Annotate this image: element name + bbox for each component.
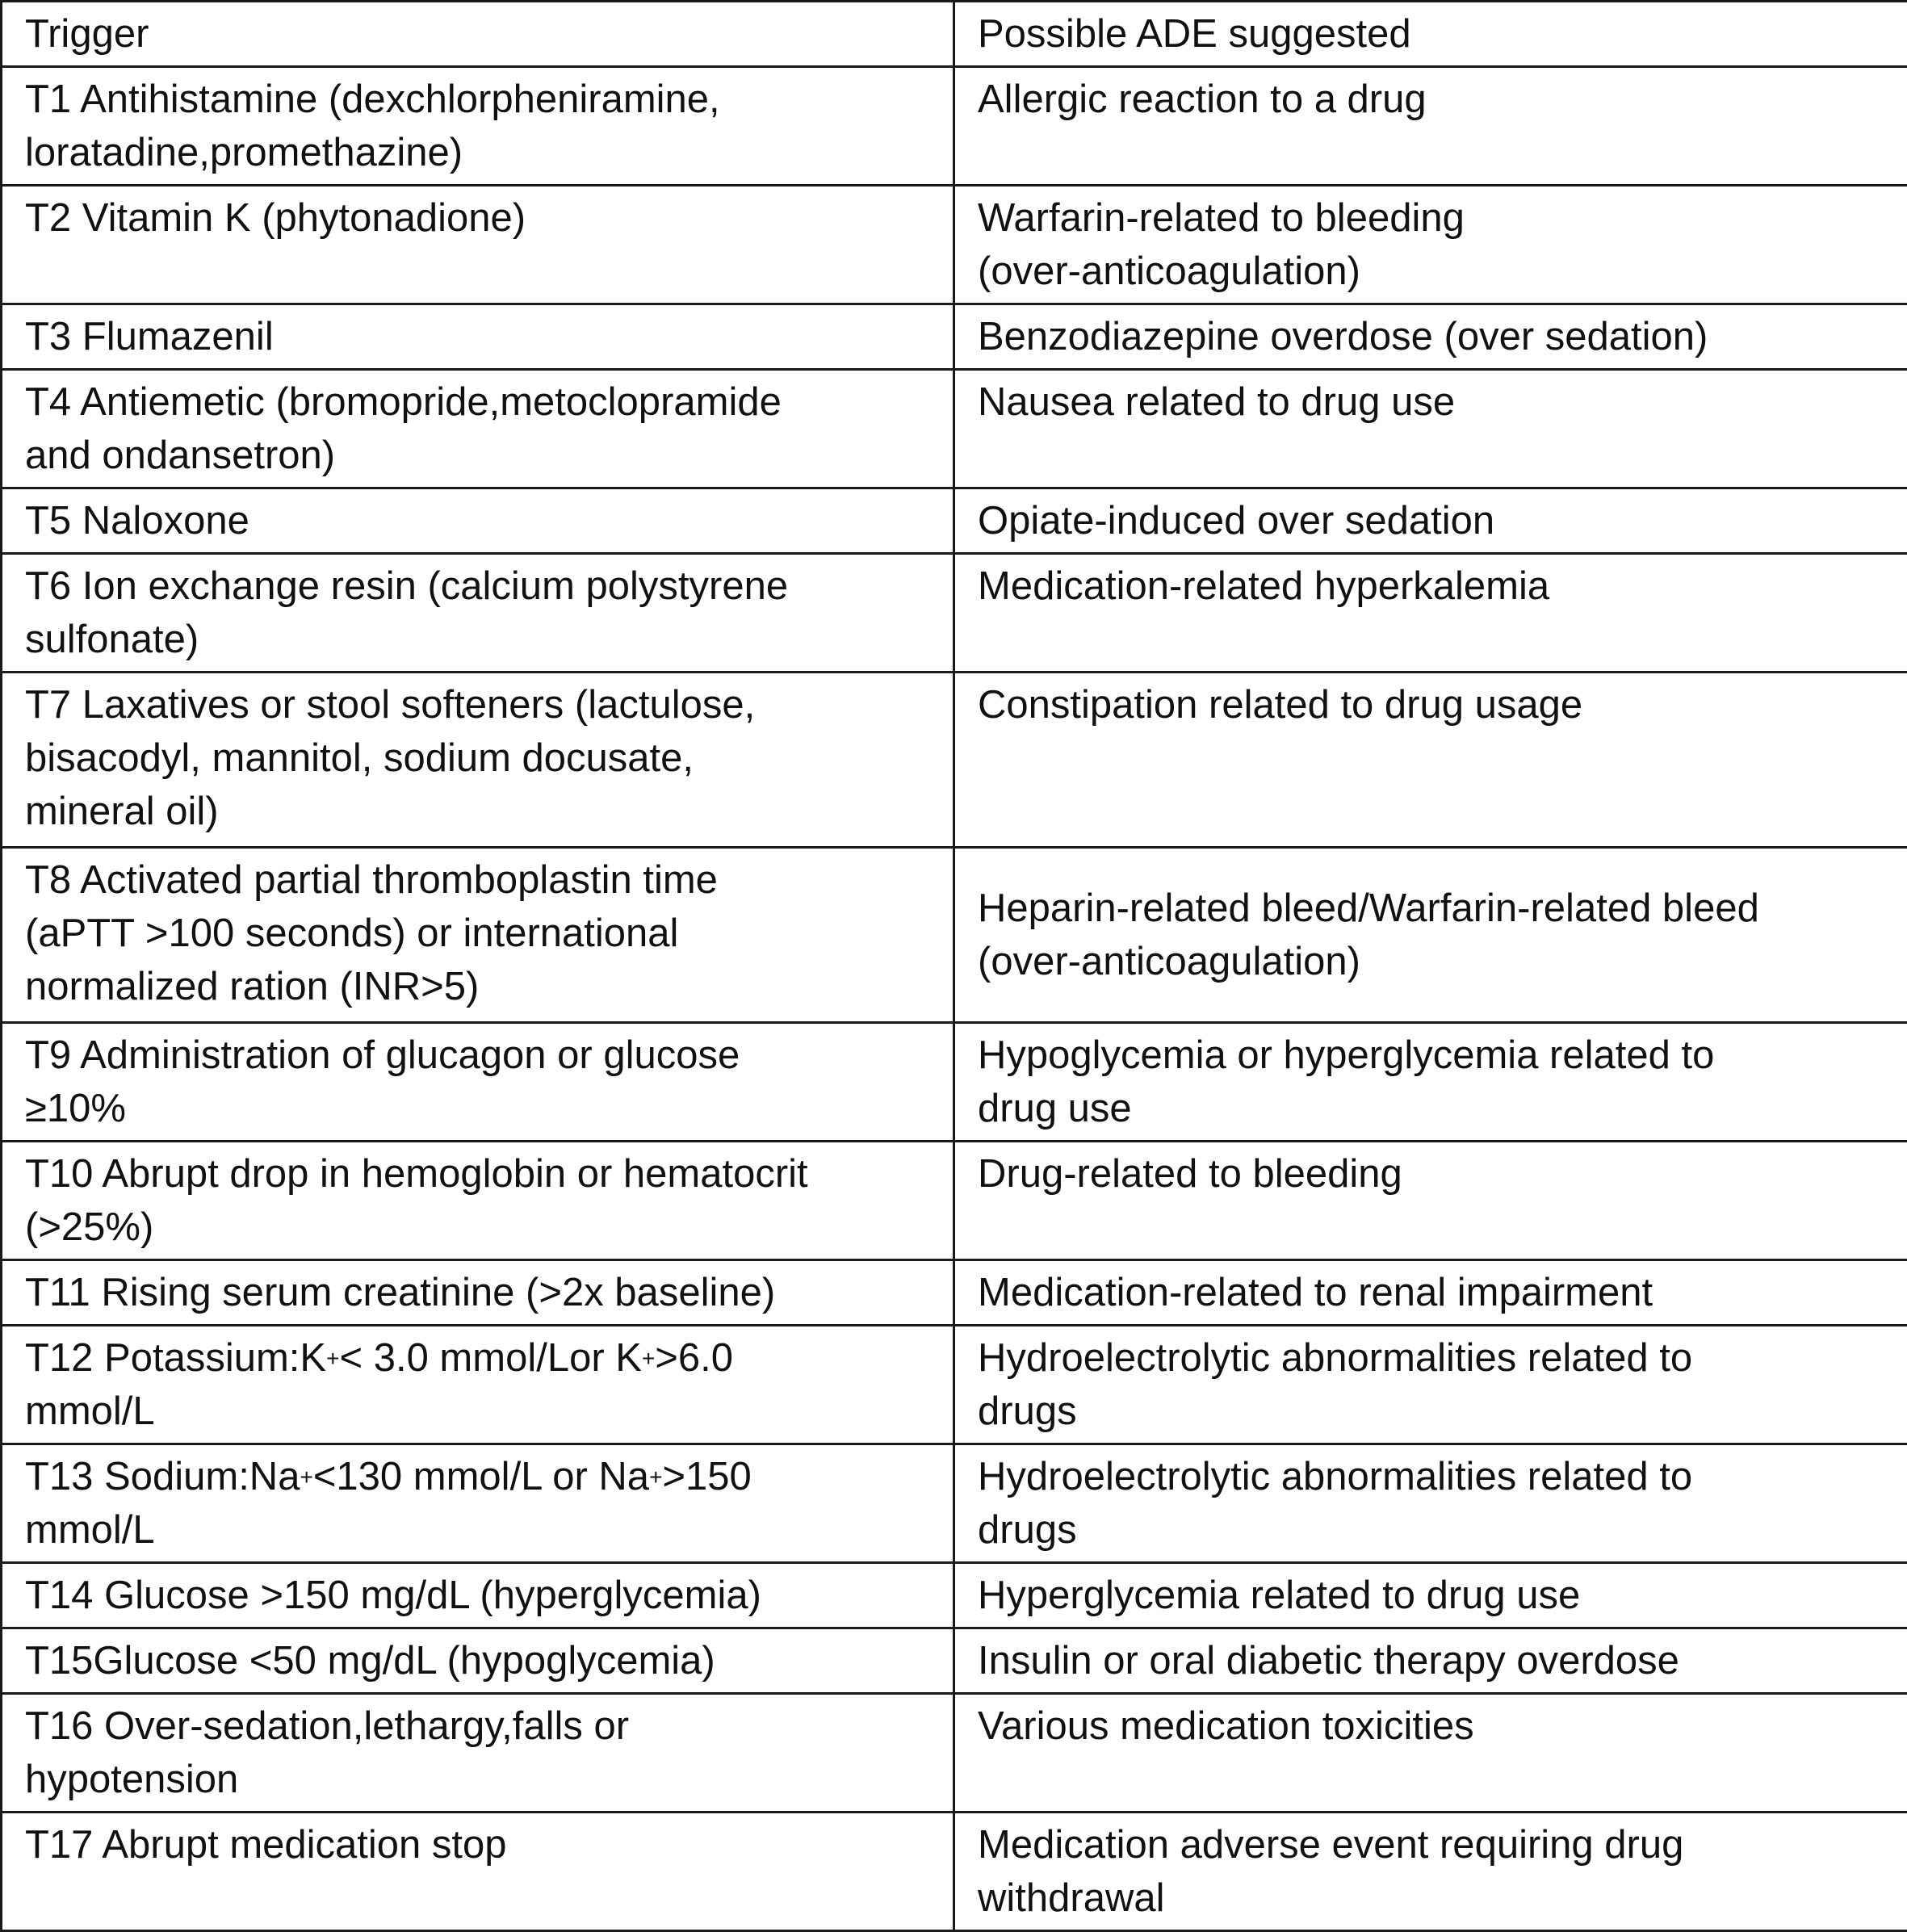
trigger-cell: T4 Antiemetic (bromopride,metoclopramide and ondansetron) <box>2 370 954 488</box>
header-ade: Possible ADE suggested <box>954 2 1907 67</box>
ade-cell: Constipation related to drug usage <box>954 673 1907 848</box>
header-trigger: Trigger <box>2 2 954 67</box>
trigger-cell: T2 Vitamin K (phytonadione) <box>2 186 954 304</box>
table-row <box>2 488 1907 554</box>
ade-cell: Hypoglycemia or hyperglycemia related to drug use <box>954 1023 1907 1142</box>
trigger-cell: T12 Potassium:K+< 3.0 mmol/Lor K+>6.0 mmol/L <box>2 1326 954 1444</box>
trigger-cell: T6 Ion exchange resin (calcium polystyrene sulfonate) <box>2 554 954 673</box>
trigger-cell: T17 Abrupt medication stop <box>2 1813 954 1931</box>
ade-cell: Hydroelectrolytic abnormalities related to drugs <box>954 1444 1907 1563</box>
ade-cell: Medication-related hyperkalemia <box>954 554 1907 673</box>
ade-cell: Allergic reaction to a drug <box>954 67 1907 186</box>
ade-cell: Benzodiazepine overdose (over sedation) <box>954 304 1907 370</box>
trigger-cell: T10 Abrupt drop in hemoglobin or hematocrit (>25%) <box>2 1142 954 1260</box>
ade-cell: Nausea related to drug use <box>954 370 1907 488</box>
table-row <box>2 848 1907 1023</box>
trigger-cell: T5 Naloxone <box>2 488 954 554</box>
trigger-cell: T14 Glucose >150 mg/dL (hyperglycemia) <box>2 1563 954 1628</box>
table-row <box>2 67 1907 186</box>
ade-cell: Insulin or oral diabetic therapy overdose <box>954 1628 1907 1694</box>
table-header-row <box>2 2 1907 67</box>
table-row <box>2 370 1907 488</box>
ade-cell: Opiate-induced over sedation <box>954 488 1907 554</box>
ade-cell: Warfarin-related to bleeding (over-anticoagulation) <box>954 186 1907 304</box>
trigger-cell: T15Glucose <50 mg/dL (hypoglycemia) <box>2 1628 954 1694</box>
ade-cell: Medication adverse event requiring drug withdrawal <box>954 1813 1907 1931</box>
ade-cell: Medication-related to renal impairment <box>954 1260 1907 1326</box>
trigger-cell: T13 Sodium:Na+<130 mmol/L or Na+>150 mmol/L <box>2 1444 954 1563</box>
table-row <box>2 1444 1907 1563</box>
table-row <box>2 1813 1907 1931</box>
table-row <box>2 1023 1907 1142</box>
table-row <box>2 673 1907 848</box>
ade-cell: Hydroelectrolytic abnormalities related to drugs <box>954 1326 1907 1444</box>
table-row <box>2 554 1907 673</box>
trigger-cell: T1 Antihistamine (dexchlorpheniramine, loratadine,promethazine) <box>2 67 954 186</box>
trigger-cell: T9 Administration of glucagon or glucose ≥10% <box>2 1023 954 1142</box>
ade-cell: Drug-related to bleeding <box>954 1142 1907 1260</box>
trigger-cell: T3 Flumazenil <box>2 304 954 370</box>
ade-cell: Various medication toxicities <box>954 1694 1907 1813</box>
table-row <box>2 1260 1907 1326</box>
trigger-cell: T8 Activated partial thromboplastin time (aPTT >100 seconds) or international normalized ration (INR>5) <box>2 848 954 1023</box>
table-row <box>2 1142 1907 1260</box>
table-row <box>2 1326 1907 1444</box>
trigger-cell: T7 Laxatives or stool softeners (lactulose, bisacodyl, mannitol, sodium docusate, mineral oil) <box>2 673 954 848</box>
ade-cell: Heparin-related bleed/Warfarin-related bleed (over-anticoagulation) <box>954 848 1907 1023</box>
trigger-cell: T16 Over-sedation,lethargy,falls or hypotension <box>2 1694 954 1813</box>
trigger-cell: T11 Rising serum creatinine (>2x baseline) <box>2 1260 954 1326</box>
table-row <box>2 186 1907 304</box>
table-row <box>2 1563 1907 1628</box>
table-row <box>2 1628 1907 1694</box>
table-row <box>2 1694 1907 1813</box>
table-row <box>2 304 1907 370</box>
ade-cell: Hyperglycemia related to drug use <box>954 1563 1907 1628</box>
